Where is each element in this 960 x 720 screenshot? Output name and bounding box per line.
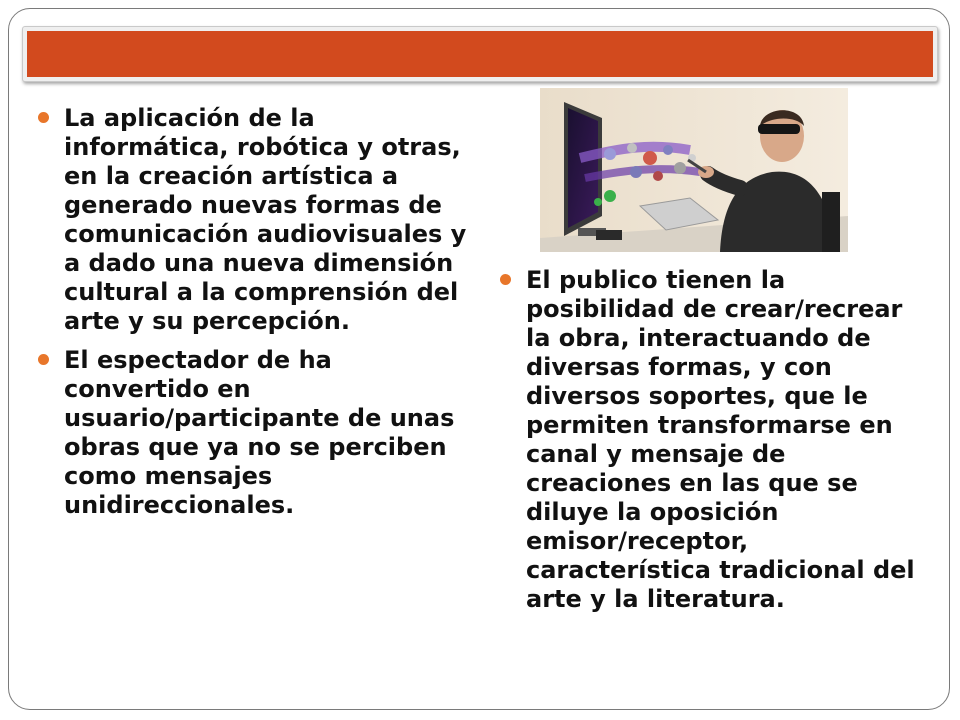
illustration-image (540, 88, 848, 252)
bullet-text: La aplicación de la informática, robótica y otras, en la creación artística a generado nuevas formas de comunicación audiovisuales y a dado una nueva dimensión cultural a la comprensión del arte y su percepción. (64, 104, 467, 335)
bullet-text: El publico tienen la posibilidad de crear/recrear la obra, interactuando de diversas formas, y con diversos soportes, que le permiten transformarse en canal y mensaje de creaciones en las que se diluye la oposición emisor/receptor, característica tradicional del arte y la literatura. (526, 266, 915, 613)
bullet-dot-icon (38, 354, 49, 365)
left-column (36, 104, 484, 530)
bullet-text: El espectador de ha convertido en usuario/participante de unas obras que ya no se perciben como mensajes unidireccionales. (64, 346, 455, 519)
title-bar (22, 26, 938, 82)
bullet-dot-icon (38, 112, 49, 123)
bullet-item (36, 104, 484, 336)
title-accent-bar (27, 31, 933, 77)
vr-user-illustration (540, 88, 848, 252)
left-bullet-list (36, 104, 484, 520)
bullet-item (36, 346, 484, 520)
right-bullet-list (498, 266, 916, 614)
bullet-dot-icon (500, 274, 511, 285)
bullet-item (498, 266, 916, 614)
right-column (498, 266, 916, 624)
